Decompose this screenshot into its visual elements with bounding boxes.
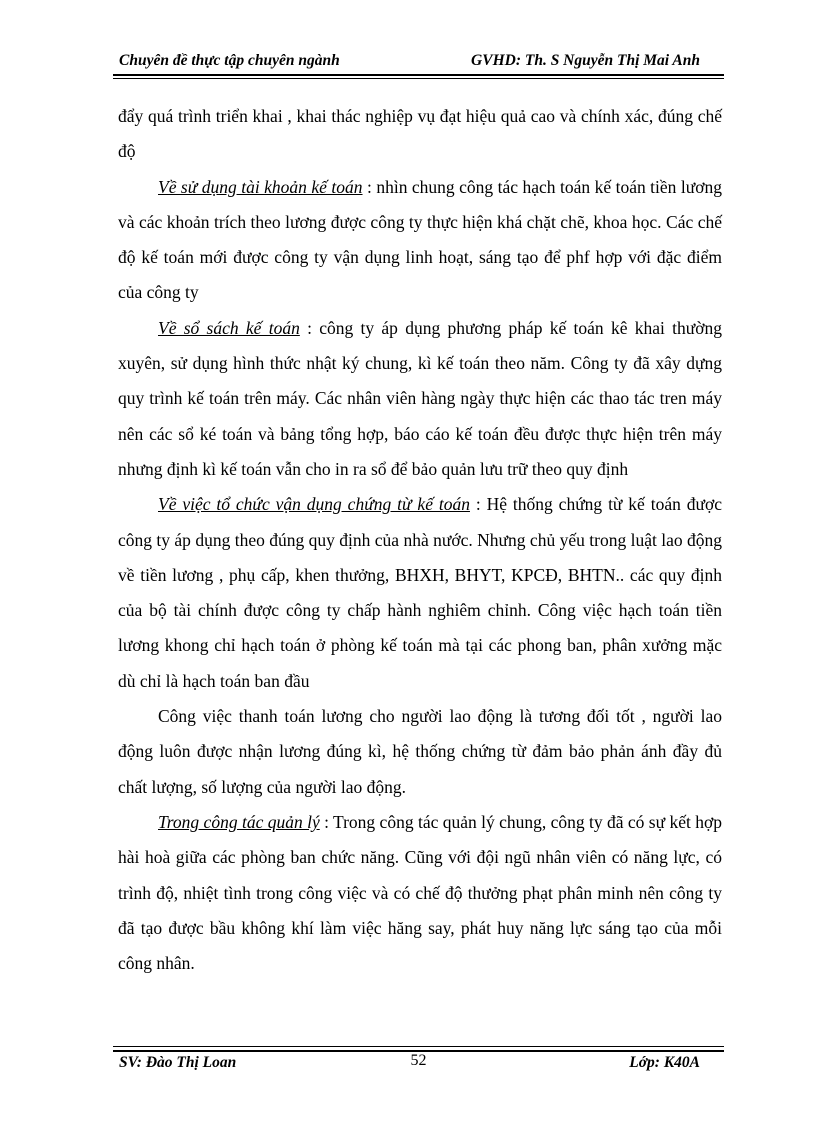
paragraph-text: nhìn chung công tác hạch toán kế toán tiền lương và các khoản trích theo lương được công ty thực hiện khá chặt chẽ, khoa học. Các chế độ kế toán mới được công ty vận dụng linh hoạt, sáng tạo để phf hợp với đặc điểm của công ty [118, 176, 722, 303]
paragraph-text: Công việc thanh toán lương cho người lao động là tương đối tốt , người lao động luôn được nhận lương đúng kì, hệ thống chứng từ đảm bảo phản ánh đầy đủ chất lượng, số lượng của người lao động. [118, 706, 722, 797]
paragraph-continuation [118, 99, 722, 170]
paragraph-vouchers [118, 487, 722, 699]
header-course-title: Chuyên đề thực tập chuyên ngành [119, 52, 340, 69]
footer-student: SV: Đào Thị Loan [119, 1054, 237, 1071]
page-footer [113, 1052, 724, 1076]
paragraph-accounts [118, 170, 722, 311]
page-body [118, 99, 722, 981]
paragraph-lead: Về sổ sách kế toán [158, 317, 300, 338]
paragraph-payment [118, 699, 722, 805]
page-header [113, 50, 724, 74]
paragraph-lead: Về việc tổ chức vận dụng chứng từ kế toán [158, 494, 470, 515]
paragraph-lead: Trong công tác quản lý [158, 811, 320, 832]
paragraph-text: Hệ thống chứng từ kế toán được công ty áp dụng theo đúng quy định của nhà nước. Nhưng chủ yếu trong luật lao động về tiền lương , phụ cấp, khen thưởng, BHXH, BHYT, KPCĐ, BHTN.. các quy định của bộ tài chính được công ty chấp hành nghiêm chỉnh. Công việc hạch toán tiền lương khong chỉ hạch toán ở phòng kế toán mà tại các phong ban, phân xưởng mặc dù chỉ là hạch toán ban đầu [118, 494, 722, 691]
page-number: 52 [410, 1052, 427, 1069]
paragraph-management [118, 805, 722, 981]
header-rule [113, 74, 724, 76]
paragraph-separator: : [469, 494, 487, 515]
header-supervisor: GVHD: Th. S Nguyễn Thị Mai Anh [471, 52, 700, 69]
paragraph-separator: : [362, 176, 377, 197]
paragraph-text: công ty áp dụng phương pháp kế toán kê khai thường xuyên, sử dụng hình thức nhật ký chung, kì kế toán theo năm. Công ty đã xây dựng quy trình kế toán trên máy. Các nhân viên hàng ngày thực hiện các thao tác tren máy nên các sổ ké toán và bảng tổng hợp, báo cáo kế toán đều được thực hiện trên máy nhưng định kì kế toán vẫn cho in ra sổ để bảo quản lưu trữ theo quy định [118, 317, 722, 479]
header-rule-thin [113, 78, 724, 79]
footer-class: Lớp: K40A [629, 1054, 700, 1071]
paragraph-separator: : [319, 811, 334, 832]
paragraph-separator: : [299, 317, 320, 338]
paragraph-text: đẩy quá trình triển khai , khai thác nghiệp vụ đạt hiệu quả cao và chính xác, đúng chế độ [118, 106, 722, 162]
paragraph-text: Trong công tác quản lý chung, công ty đã có sự kết hợp hài hoà giữa các phòng ban chức năng. Cũng với đội ngũ nhân viên có năng lực, có trình độ, nhiệt tình trong công việc và có chế độ thưởng phạt phân minh nên công ty đã tạo được bầu không khí làm việc hăng say, phát huy năng lực sáng tạo của mỗi công nhân. [118, 811, 722, 974]
paragraph-books [118, 311, 722, 487]
footer-rule-thin [113, 1046, 724, 1047]
paragraph-lead: Về sử dụng tài khoản kế toán [158, 176, 363, 197]
